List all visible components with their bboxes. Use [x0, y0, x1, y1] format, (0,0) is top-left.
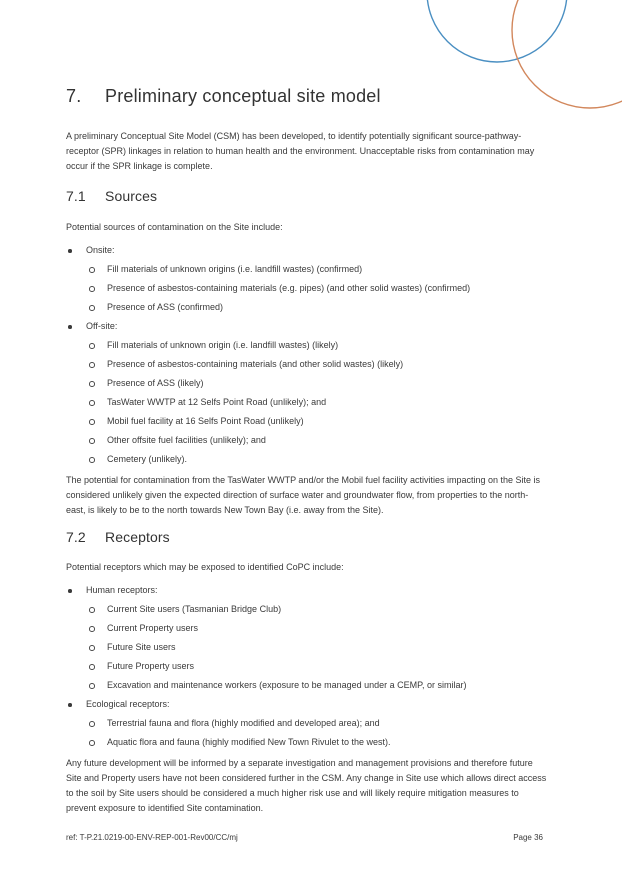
- paragraph-line: to the soil by Site users should be considered a much higher risk use and will likely require mitigation measures to: [66, 788, 519, 798]
- sub-bullet-icon: [89, 419, 95, 425]
- sub-bullet-item: [66, 735, 562, 750]
- sub-bullet-icon: [89, 343, 95, 349]
- bullet-label: Ecological receptors:: [86, 699, 170, 709]
- sub-bullet-icon: [89, 362, 95, 368]
- sub-bullet-item: [66, 716, 562, 731]
- sub-bullet-label: Cemetery (unlikely).: [107, 454, 188, 464]
- paragraph-line: A preliminary Conceptual Site Model (CSM) has been developed, to identify potentially significant source-pathway-: [66, 131, 522, 141]
- sub-bullet-item: [66, 414, 562, 429]
- section-7-number: 7.: [66, 86, 82, 106]
- section-7-1-number: 7.1: [66, 188, 86, 204]
- sub-bullet-item: [66, 338, 562, 353]
- section-7-2-title: Receptors: [105, 529, 170, 545]
- sub-bullet-label: Current Property users: [107, 623, 199, 633]
- sub-bullet-icon: [89, 267, 95, 273]
- paragraph-line: Site and Property users have not been considered further in the CSM. Any change in Site use which allows direct access: [66, 773, 547, 783]
- sub-bullet-icon: [89, 457, 95, 463]
- bullet-icon: [68, 325, 72, 329]
- sub-bullet-icon: [89, 740, 95, 746]
- bullet-item: [66, 243, 562, 258]
- paragraph-line: occur if the SPR linkage is complete.: [66, 161, 213, 171]
- sub-bullet-item: [66, 602, 562, 617]
- bullet-icon: [68, 703, 72, 707]
- sub-bullet-item: [66, 376, 562, 391]
- sub-bullet-label: Presence of asbestos-containing materials (and other solid wastes) (likely): [107, 359, 404, 369]
- sub-bullet-label: Presence of asbestos-containing materials (e.g. pipes) (and other solid wastes) (confirmed): [107, 283, 471, 293]
- paragraph-line: Any future development will be informed by a separate investigation and management provisions and therefore future: [66, 758, 533, 768]
- bullet-label: Off-site:: [86, 321, 118, 331]
- sub-bullet-label: Fill materials of unknown origin (i.e. landfill wastes) (likely): [107, 340, 339, 350]
- sub-bullet-item: [66, 621, 562, 636]
- sub-bullet-item: [66, 281, 562, 296]
- sub-bullet-label: Fill materials of unknown origins (i.e. landfill wastes) (confirmed): [107, 264, 363, 274]
- sub-bullet-label: Excavation and maintenance workers (exposure to be managed under a CEMP, or similar): [107, 680, 467, 690]
- sources-list: [66, 243, 562, 467]
- decorative-circles: [400, 0, 622, 135]
- sub-bullet-icon: [89, 305, 95, 311]
- bullet-icon: [68, 249, 72, 253]
- paragraph-line: receptor (SPR) linkages in relation to human health and the environment. Unacceptable risks from contamination may: [66, 146, 535, 156]
- sub-bullet-label: Future Site users: [107, 642, 176, 652]
- sub-bullet-icon: [89, 286, 95, 292]
- sub-bullet-item: [66, 433, 562, 448]
- sub-bullet-item: [66, 262, 562, 277]
- sub-bullet-label: Presence of ASS (likely): [107, 378, 204, 388]
- sub-bullet-icon: [89, 381, 95, 387]
- receptors-lead: [66, 560, 562, 575]
- paragraph-line: Potential sources of contamination on the Site include:: [66, 222, 283, 232]
- sub-bullet-icon: [89, 721, 95, 727]
- sub-bullet-label: Current Site users (Tasmanian Bridge Club): [107, 604, 282, 614]
- sub-bullet-item: [66, 300, 562, 315]
- report-content: [0, 84, 622, 816]
- sub-bullet-label: Mobil fuel facility at 16 Selfs Point Road (unlikely): [107, 416, 304, 426]
- sub-bullet-label: TasWater WWTP at 12 Selfs Point Road (unlikely); and: [107, 397, 327, 407]
- sub-bullet-item: [66, 678, 562, 693]
- paragraph-line: prevent exposure to identified Site contamination.: [66, 803, 264, 813]
- sub-bullet-item: [66, 395, 562, 410]
- sub-bullet-item: [66, 357, 562, 372]
- sub-bullet-icon: [89, 626, 95, 632]
- section-7-1-heading: [66, 187, 562, 205]
- sub-bullet-icon: [89, 683, 95, 689]
- sub-bullet-icon: [89, 438, 95, 444]
- bullet-label: Human receptors:: [86, 585, 158, 595]
- section-7-1-title: Sources: [105, 188, 158, 204]
- bullet-icon: [68, 589, 72, 593]
- section-7-title: Preliminary conceptual site model: [105, 86, 381, 106]
- bullet-item: [66, 319, 562, 334]
- sub-bullet-item: [66, 640, 562, 655]
- section-7-2-heading: [66, 528, 562, 546]
- sub-bullet-icon: [89, 664, 95, 670]
- footer-document-ref: ref: T-P.21.0219-00-ENV-REP-001-Rev00/CC/mj: [66, 833, 238, 842]
- intro-paragraph: [66, 129, 562, 174]
- sub-bullet-item: [66, 452, 562, 467]
- sub-bullet-label: Aquatic flora and fauna (highly modified New Town Rivulet to the west).: [107, 737, 391, 747]
- paragraph-line: The potential for contamination from the TasWater WWTP and/or the Mobil fuel facility activities impacting on the Site is: [66, 475, 541, 485]
- sub-bullet-label: Terrestrial fauna and flora (highly modified and developed area); and: [107, 718, 380, 728]
- bullet-item: [66, 583, 562, 598]
- footer-page-number: Page 36: [513, 833, 543, 842]
- sub-bullet-label: Future Property users: [107, 661, 195, 671]
- section-7-2-number: 7.2: [66, 529, 86, 545]
- page-footer: [66, 833, 543, 843]
- sub-bullet-icon: [89, 645, 95, 651]
- paragraph-line: Potential receptors which may be exposed to identified CoPC include:: [66, 562, 344, 572]
- sub-bullet-icon: [89, 400, 95, 406]
- paragraph-line: east, is likely to be to the north towards New Town Bay (i.e. away from the Site).: [66, 505, 384, 515]
- sub-bullet-label: Presence of ASS (confirmed): [107, 302, 224, 312]
- bullet-label: Onsite:: [86, 245, 115, 255]
- sources-closing-paragraph: [66, 473, 562, 518]
- sub-bullet-label: Other offsite fuel facilities (unlikely); and: [107, 435, 266, 445]
- sub-bullet-item: [66, 659, 562, 674]
- paragraph-line: considered unlikely given the expected direction of surface water and groundwater flow, from properties to the north-: [66, 490, 529, 500]
- bullet-item: [66, 697, 562, 712]
- receptors-list: [66, 583, 562, 750]
- sub-bullet-icon: [89, 607, 95, 613]
- sources-lead: [66, 220, 562, 235]
- decor-circle-blue-icon: [427, 0, 567, 62]
- receptors-closing-paragraph: [66, 756, 562, 816]
